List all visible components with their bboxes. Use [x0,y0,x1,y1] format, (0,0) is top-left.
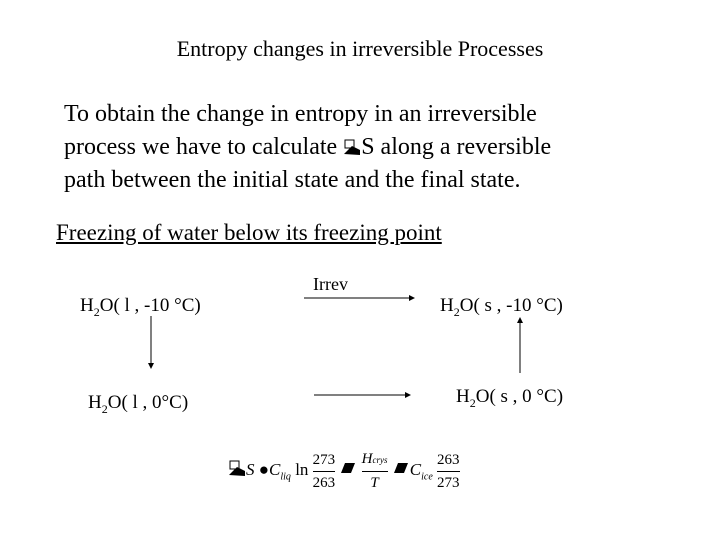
irrev-label: Irrev [313,274,348,294]
fraction-1: $\frac{273}{263}$ [313,449,336,494]
entropy-equation [228,448,460,494]
eq-equals-glyph: ● [258,459,270,479]
eq-c-ice: $C_{ice}$ [409,459,433,483]
slide-title: Entropy changes in irreversible Processes [176,36,544,61]
subheading: Freezing of water below its freezing point [56,220,442,245]
eq-ln: ln [295,459,309,479]
para-line-1: To obtain the change in entropy in an irreversible [64,101,537,127]
para-line-3: path between the initial state and the final state. [64,167,521,193]
state-liquid-minus10: $H_2O$( l , -10 °C) [80,295,201,319]
fraction-3: $\frac{263}{273}$ [437,449,460,494]
eq-s: S [246,459,255,479]
state-solid-0: $H_2O$( s , 0 °C) [456,386,564,410]
para-text: S along a reversible [361,134,552,160]
para-text: process we have to calculate [64,134,344,160]
missing-plus-glyph-icon [339,459,357,475]
state-solid-minus10: $H_2O$( s , -10 °C) [440,295,563,319]
fraction-2: $\frac{\text{Hcrys}}{T}$ [362,448,388,494]
eq-c-liq: $C_{liq}$ [269,459,291,483]
missing-delta-glyph-icon [228,459,246,475]
state-liquid-0: $H_2O$( l , 0°C) [88,392,189,416]
missing-plus-glyph-icon [392,459,410,475]
